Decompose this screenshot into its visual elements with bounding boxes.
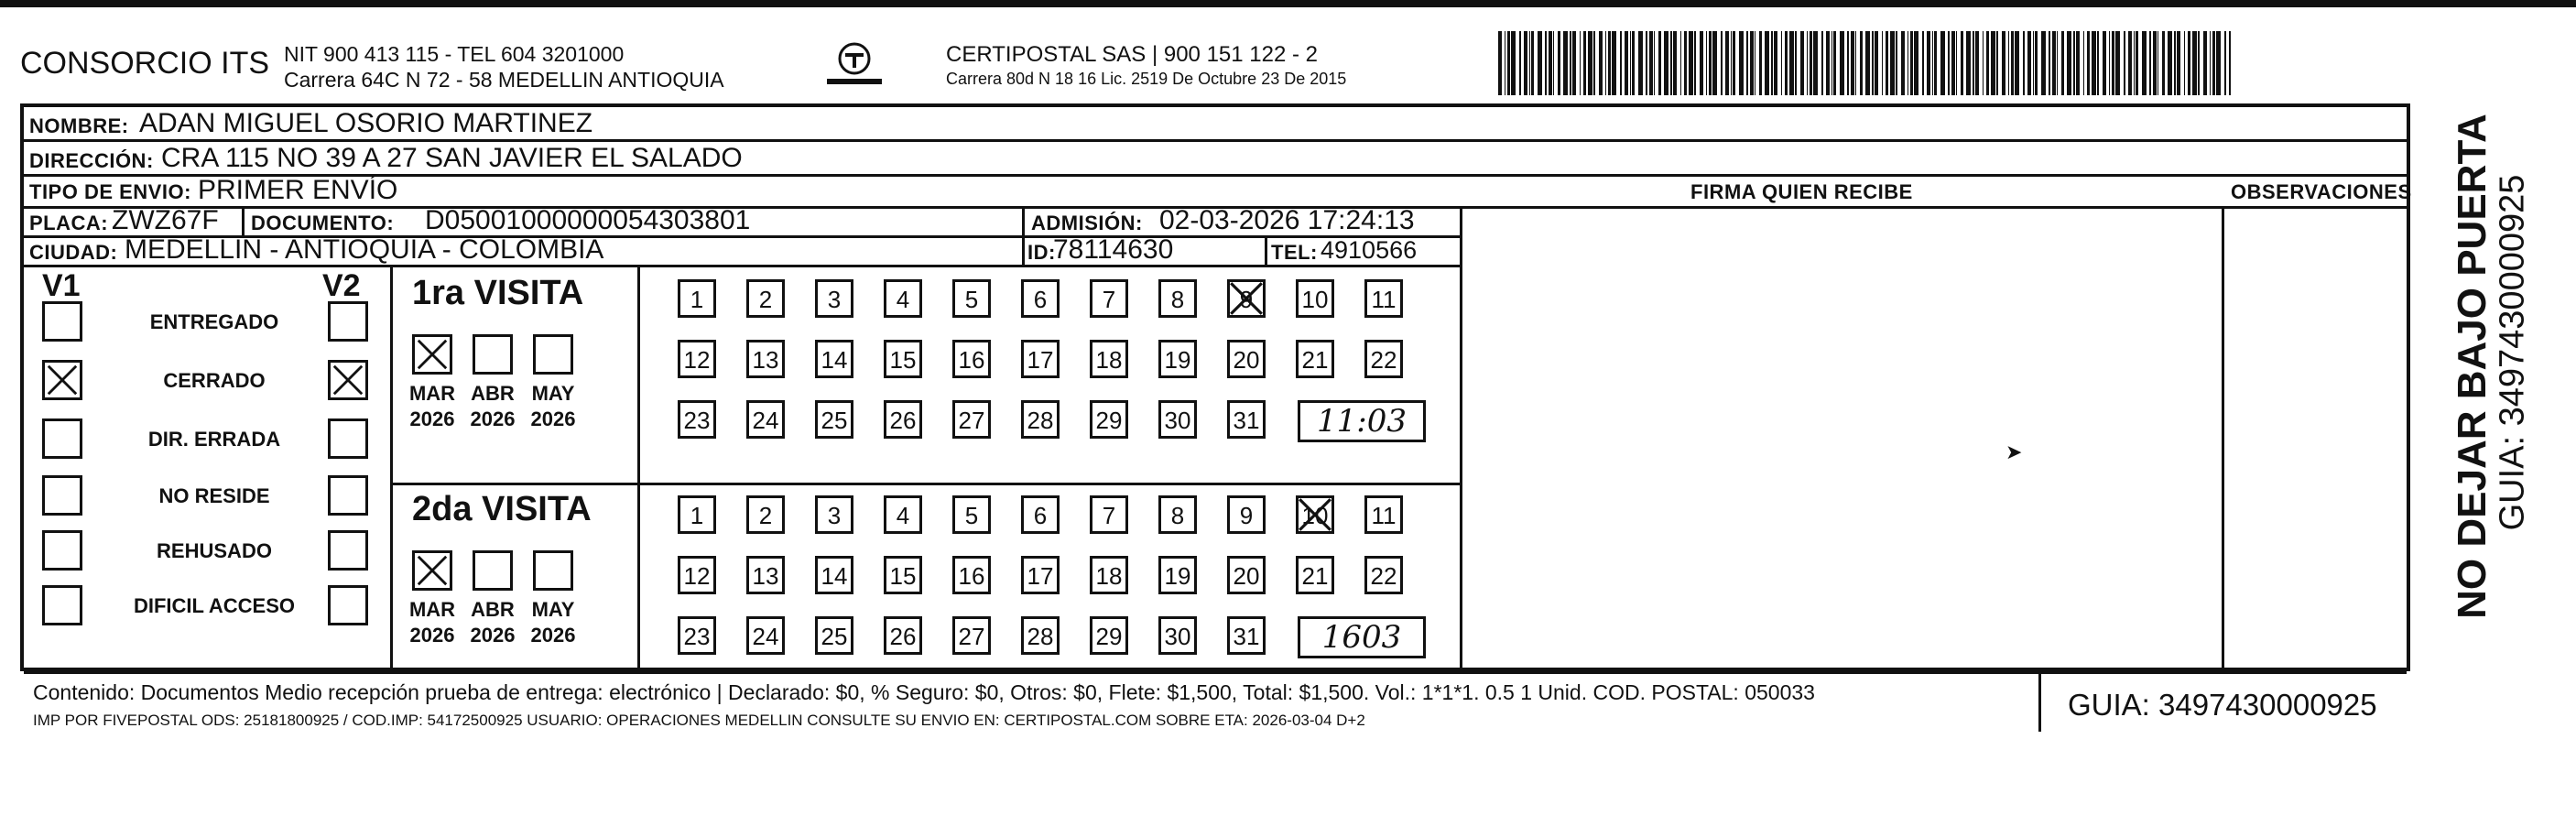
barcode-bar [1847,31,1849,95]
day-box[interactable]: 28 [1021,616,1060,655]
barcode-bar [2008,31,2009,95]
day-box[interactable]: 27 [952,400,991,439]
barcode-bar [1670,31,1672,95]
day-box[interactable]: 30 [1158,616,1197,655]
placa-label: PLACA: [29,212,109,234]
nombre-label: NOMBRE: [29,114,129,137]
barcode-bar [1750,31,1754,95]
barcode-bar [2162,31,2165,95]
v2-checkbox[interactable] [328,360,368,400]
day-box[interactable]: 22 [1364,556,1403,594]
barcode-bar [1813,31,1818,95]
day-box[interactable]: 17 [1021,556,1060,594]
day-box[interactable]: 14 [815,340,853,378]
day-box[interactable]: 12 [678,556,716,594]
barcode-bar [2061,31,2064,95]
observaciones-label: OBSERVACIONES [2231,180,2412,203]
barcode-bar [1975,31,1979,95]
barcode-bar [2033,31,2034,95]
tel-label: TEL: [1271,241,1318,264]
barcode-bar [1986,31,1989,95]
month-label: MAR [408,598,456,621]
v2-checkbox[interactable] [328,418,368,459]
barcode-bar [1572,31,1576,95]
barcode-bar [1588,31,1592,95]
barcode-bar [1865,31,1870,95]
barcode-bar [1498,31,1502,95]
month-label: MAY [531,598,575,621]
barcode-bar [1948,31,1950,95]
barcode-bar [1658,31,1661,95]
barcode [1498,31,2231,95]
v2-label: V2 [322,268,361,303]
barcode-bar [1855,31,1856,95]
barcode-bar [1694,31,1696,95]
barcode-bar [1890,31,1895,95]
day-box[interactable]: 23 [678,616,716,655]
day-box[interactable]: 16 [952,556,991,594]
status-label: REHUSADO [157,539,272,562]
v2-checkbox[interactable] [328,301,368,342]
admision-label: ADMISIÓN: [1031,212,1143,234]
day-box[interactable]: 6 [1021,495,1060,534]
barcode-bar [1910,31,1913,95]
day-box[interactable]: 4 [884,495,922,534]
day-box[interactable]: 8 [1158,279,1197,318]
barcode-bar [1712,31,1717,95]
barcode-bar [1630,31,1631,95]
barcode-bar [1684,31,1687,95]
documento-value: D05001000000054303801 [425,205,751,235]
barcode-bar [2109,31,2110,95]
v1-label: V1 [42,268,81,303]
visit-title: 1ra VISITA [412,274,584,312]
barcode-bar [1922,31,1924,95]
barcode-bar [2198,31,2200,95]
day-box[interactable]: 21 [1296,340,1334,378]
documento-label: DOCUMENTO: [251,212,395,234]
day-box[interactable]: 5 [952,279,991,318]
pointer-mark-icon: ➤ [2005,440,2023,463]
barcode-bar [1612,31,1616,95]
barcode-bar [2002,31,2005,95]
barcode-bar [2174,31,2176,95]
barcode-bar [2023,31,2025,95]
barcode-bar [1519,31,1521,95]
day-cross-mark [1296,495,1334,534]
day-box[interactable]: 20 [1227,340,1266,378]
day-box[interactable]: 13 [746,340,785,378]
barcode-bar [2049,31,2050,95]
month-checkbox[interactable] [533,550,573,591]
barcode-bar [2083,31,2084,95]
status-label: DIFICIL ACCESO [133,594,295,617]
barcode-bar [2115,31,2120,95]
day-box[interactable]: 22 [1364,340,1403,378]
ciudad-label: CIUDAD: [29,241,118,264]
barcode-bar [1934,31,1937,95]
barcode-bar [1599,31,1603,95]
month-label: MAY [531,382,575,405]
month-label: MAR [408,382,456,405]
barcode-bar [2168,31,2172,95]
barcode-bar [1700,31,1703,95]
day-box[interactable]: 10 [1296,279,1334,318]
month-checkbox[interactable] [473,334,513,375]
ciudad-value: MEDELLIN - ANTIOQUIA - COLOMBIA [125,234,604,265]
barcode-bar [2184,31,2185,95]
barcode-bar [1625,31,1628,95]
v2-checkbox[interactable] [328,530,368,571]
day-box[interactable]: 26 [884,400,922,439]
barcode-bar [1673,31,1677,95]
barcode-bar [1725,31,1729,95]
barcode-bar [2015,31,2019,95]
day-box[interactable]: 30 [1158,400,1197,439]
v1-checkbox[interactable] [42,585,82,625]
barcode-bar [2087,31,2090,95]
barcode-bar [1664,31,1668,95]
barcode-bar [2128,31,2132,95]
v1-checkbox[interactable] [42,418,82,459]
direccion-value: CRA 115 NO 39 A 27 SAN JAVIER EL SALADO [161,143,743,173]
barcode-bar [1807,31,1808,95]
barcode-bar [1739,31,1744,95]
barcode-bar [1996,31,1998,95]
day-box[interactable]: 1 [678,495,716,534]
day-box[interactable]: 27 [952,616,991,655]
barcode-bar [1654,31,1655,95]
company-address: Carrera 64C N 72 - 58 MEDELLIN ANTIOQUIA [284,68,724,92]
v1-checkbox[interactable] [42,301,82,342]
barcode-bar [1810,31,1812,95]
shipping-form [20,103,2412,729]
no-dejar-bajo-puerta: NO DEJAR BAJO PUERTA [2450,114,2494,619]
certipostal-logo-icon [820,38,889,93]
barcode-bar [1860,31,1863,95]
barcode-bar [1605,31,1606,95]
day-box[interactable]: 29 [1090,616,1128,655]
year-label: 2026 [470,624,516,647]
day-box[interactable] [1227,279,1266,318]
barcode-bar [1872,31,1874,95]
barcode-bar [2057,31,2058,95]
guia-footer: GUIA: 3497430000925 [2068,688,2377,722]
barcode-bar [1649,31,1653,95]
v1-checkbox[interactable] [42,360,82,400]
barcode-bar [1680,31,1681,95]
barcode-bar [1538,31,1542,95]
barcode-bar [1646,31,1647,95]
day-box[interactable]: 24 [746,400,785,439]
barcode-bar [2210,31,2211,95]
day-box[interactable]: 28 [1021,400,1060,439]
barcode-bar [1882,31,1883,95]
barcode-bar [1789,31,1794,95]
day-box[interactable]: 21 [1296,556,1334,594]
day-box[interactable]: 3 [815,495,853,534]
day-box[interactable]: 14 [815,556,853,594]
day-number: 10 [1301,502,1329,529]
nit-line: NIT 900 413 115 - TEL 604 3201000 [284,42,625,66]
day-cross-mark [1227,279,1266,318]
day-box[interactable]: 25 [815,616,853,655]
barcode-bar [1558,31,1560,95]
barcode-bar [1781,31,1782,95]
month-checkbox[interactable] [412,334,452,375]
barcode-bar [1966,31,1971,95]
status-label: DIR. ERRADA [147,428,281,451]
barcode-bar [2097,31,2099,95]
barcode-bar [2067,31,2071,95]
day-box[interactable]: 20 [1227,556,1266,594]
barcode-bar [1733,31,1735,95]
tipo-envio-value: PRIMER ENVÍO [198,175,398,205]
barcode-bar [2153,31,2157,95]
day-box[interactable]: 7 [1090,495,1128,534]
day-box[interactable]: 9 [1227,495,1266,534]
barcode-bar [1831,31,1832,95]
barcode-bar [1706,31,1707,95]
barcode-bar [1851,31,1854,95]
barcode-bar [1951,31,1955,95]
day-box[interactable]: 25 [815,400,853,439]
barcode-bar [1940,31,1945,95]
year-label: 2026 [530,408,576,430]
day-number: 9 [1239,286,1254,313]
visit-title: 2da VISITA [412,490,592,528]
barcode-bar [1511,31,1516,95]
barcode-bar [1983,31,1984,95]
day-box[interactable]: 19 [1158,340,1197,378]
barcode-bar [2011,31,2014,95]
status-label: CERRADO [163,369,266,392]
day-box[interactable]: 12 [678,340,716,378]
year-label: 2026 [409,408,455,430]
barcode-bar [1896,31,1897,95]
barcode-bar [1570,31,1571,95]
day-box[interactable]: 23 [678,400,716,439]
day-box[interactable]: 15 [884,340,922,378]
barcode-bar [1531,31,1534,95]
id-label: ID: [1027,241,1056,264]
barcode-bar [2052,31,2056,95]
barcode-bar [1507,31,1510,95]
status-label: ENTREGADO [149,310,279,333]
barcode-bar [1901,31,1905,95]
day-box[interactable]: 31 [1227,400,1266,439]
barcode-bar [1961,31,1963,95]
day-box[interactable]: 2 [746,495,785,534]
barcode-bar [1549,31,1552,95]
month-checkbox[interactable] [473,550,513,591]
barcode-bar [2103,31,2106,95]
barcode-bar [1563,31,1568,95]
year-label: 2026 [530,624,576,647]
day-box[interactable]: 11 [1364,495,1403,534]
company-name: CONSORCIO ITS [20,46,270,81]
barcode-bar [2124,31,2125,95]
barcode-bar [1638,31,1643,95]
barcode-bar [2134,31,2135,95]
v2-checkbox[interactable] [328,475,368,516]
day-box[interactable]: 4 [884,279,922,318]
day-box[interactable]: 19 [1158,556,1197,594]
carrier-address: Carrera 80d N 18 16 Lic. 2519 De Octubre 23 De 2015 [946,70,1347,88]
barcode-bar [1826,31,1830,95]
barcode-bar [1927,31,1930,95]
barcode-bar [2203,31,2207,95]
barcode-bar [1632,31,1635,95]
barcode-bar [1553,31,1554,95]
barcode-bar [2035,31,2038,95]
year-label: 2026 [470,408,516,430]
nombre-value: ADAN MIGUEL OSORIO MARTINEZ [139,108,593,138]
barcode-bar [1833,31,1836,95]
handwritten-time: 1603 [1298,616,1426,658]
barcode-bar [2188,31,2190,95]
barcode-bar [2216,31,2221,95]
barcode-bar [1759,31,1762,95]
barcode-bar [1771,31,1773,95]
barcode-bar [1886,31,1888,95]
barcode-bar [1914,31,1918,95]
barcode-bar [1593,31,1595,95]
day-box[interactable]: 1 [678,279,716,318]
day-box[interactable] [1296,495,1334,534]
barcode-bar [2212,31,2215,95]
v1-checkbox[interactable] [42,530,82,571]
barcode-bar [1774,31,1777,95]
barcode-bar [1608,31,1611,95]
barcode-bar [2192,31,2197,95]
barcode-bar [1795,31,1797,95]
day-box[interactable]: 13 [746,556,785,594]
barcode-bar [1580,31,1581,95]
barcode-bar [2224,31,2226,95]
barcode-bar [1721,31,1723,95]
admision-value: 02-03-2026 17:24:13 [1159,205,1415,235]
barcode-bar [2092,31,2096,95]
firma-label: FIRMA QUIEN RECIBE [1690,180,1913,203]
barcode-bar [1875,31,1878,95]
barcode-bar [2027,31,2031,95]
month-checkbox[interactable] [533,334,573,375]
imp-text: IMP POR FIVEPOSTAL ODS: 25181800925 / COD.IMP: 54172500925 USUARIO: OPERACIONES MEDELLIN CONSULTE SU ENVIO EN: CERTIPOSTAL.COM SOBRE ETA: 2026-03-04 D+2 [33,712,1365,729]
day-box[interactable]: 16 [952,340,991,378]
barcode-bar [1821,31,1823,95]
barcode-bar [2112,31,2114,95]
day-box[interactable]: 3 [815,279,853,318]
top-border [0,0,2576,7]
day-box[interactable]: 18 [1090,340,1128,378]
barcode-bar [1620,31,1622,95]
barcode-bar [1583,31,1586,95]
day-box[interactable]: 29 [1090,400,1128,439]
v1-checkbox[interactable] [42,475,82,516]
contenido-text: Contenido: Documentos Medio recepción prueba de entrega: electrónico | Declarado: $0, % Seguro: $0, Otros: $0, Flete: $1,500, Total: $1,500. Vol.: 1*1*1. 0.5 1 Unid. COD. POSTAL: 050033 [33,680,1815,704]
barcode-bar [1709,31,1712,95]
day-box[interactable]: 18 [1090,556,1128,594]
month-label: ABR [471,382,515,405]
barcode-bar [1932,31,1933,95]
direccion-label: DIRECCIÓN: [29,149,154,172]
barcode-bar [1689,31,1693,95]
month-label: ABR [471,598,515,621]
year-label: 2026 [409,624,455,647]
day-box[interactable]: 17 [1021,340,1060,378]
barcode-bar [2136,31,2138,95]
barcode-bar [1800,31,1804,95]
barcode-bar [1973,31,1974,95]
tel-value: 4910566 [1321,236,1418,264]
day-box[interactable]: 2 [746,279,785,318]
day-box[interactable]: 11 [1364,279,1403,318]
barcode-bar [2041,31,2046,95]
tipo-envio-label: TIPO DE ENVIO: [29,180,191,203]
v2-checkbox[interactable] [328,585,368,625]
id-value: 78114630 [1053,234,1174,265]
barcode-bar [1524,31,1527,95]
day-box[interactable]: 15 [884,556,922,594]
barcode-bar [1991,31,1995,95]
day-box[interactable]: 8 [1158,495,1197,534]
barcode-bar [2076,31,2080,95]
barcode-bar [1731,31,1732,95]
day-box[interactable]: 7 [1090,279,1128,318]
day-box[interactable]: 5 [952,495,991,534]
placa-value: ZWZ67F [112,205,219,235]
barcode-bar [1529,31,1530,95]
barcode-bar [1785,31,1788,95]
barcode-bar [1545,31,1547,95]
barcode-bar [1956,31,1957,95]
day-box[interactable]: 6 [1021,279,1060,318]
day-box[interactable]: 26 [884,616,922,655]
barcode-bar [1765,31,1769,95]
barcode-bar [2229,31,2231,95]
barcode-bar [2073,31,2075,95]
barcode-bar [2142,31,2147,95]
barcode-bar [1840,31,1844,95]
carrier-line: CERTIPOSTAL SAS | 900 151 122 - 2 [946,42,1318,67]
barcode-bar [2149,31,2151,95]
day-box[interactable]: 31 [1227,616,1266,655]
day-box[interactable]: 24 [746,616,785,655]
status-label: NO RESIDE [158,484,270,507]
guia-side: GUIA: 3497430000925 [2493,174,2532,531]
barcode-bar [1746,31,1748,95]
barcode-bar [2177,31,2180,95]
month-checkbox[interactable] [412,550,452,591]
handwritten-time: 11:03 [1298,400,1426,442]
